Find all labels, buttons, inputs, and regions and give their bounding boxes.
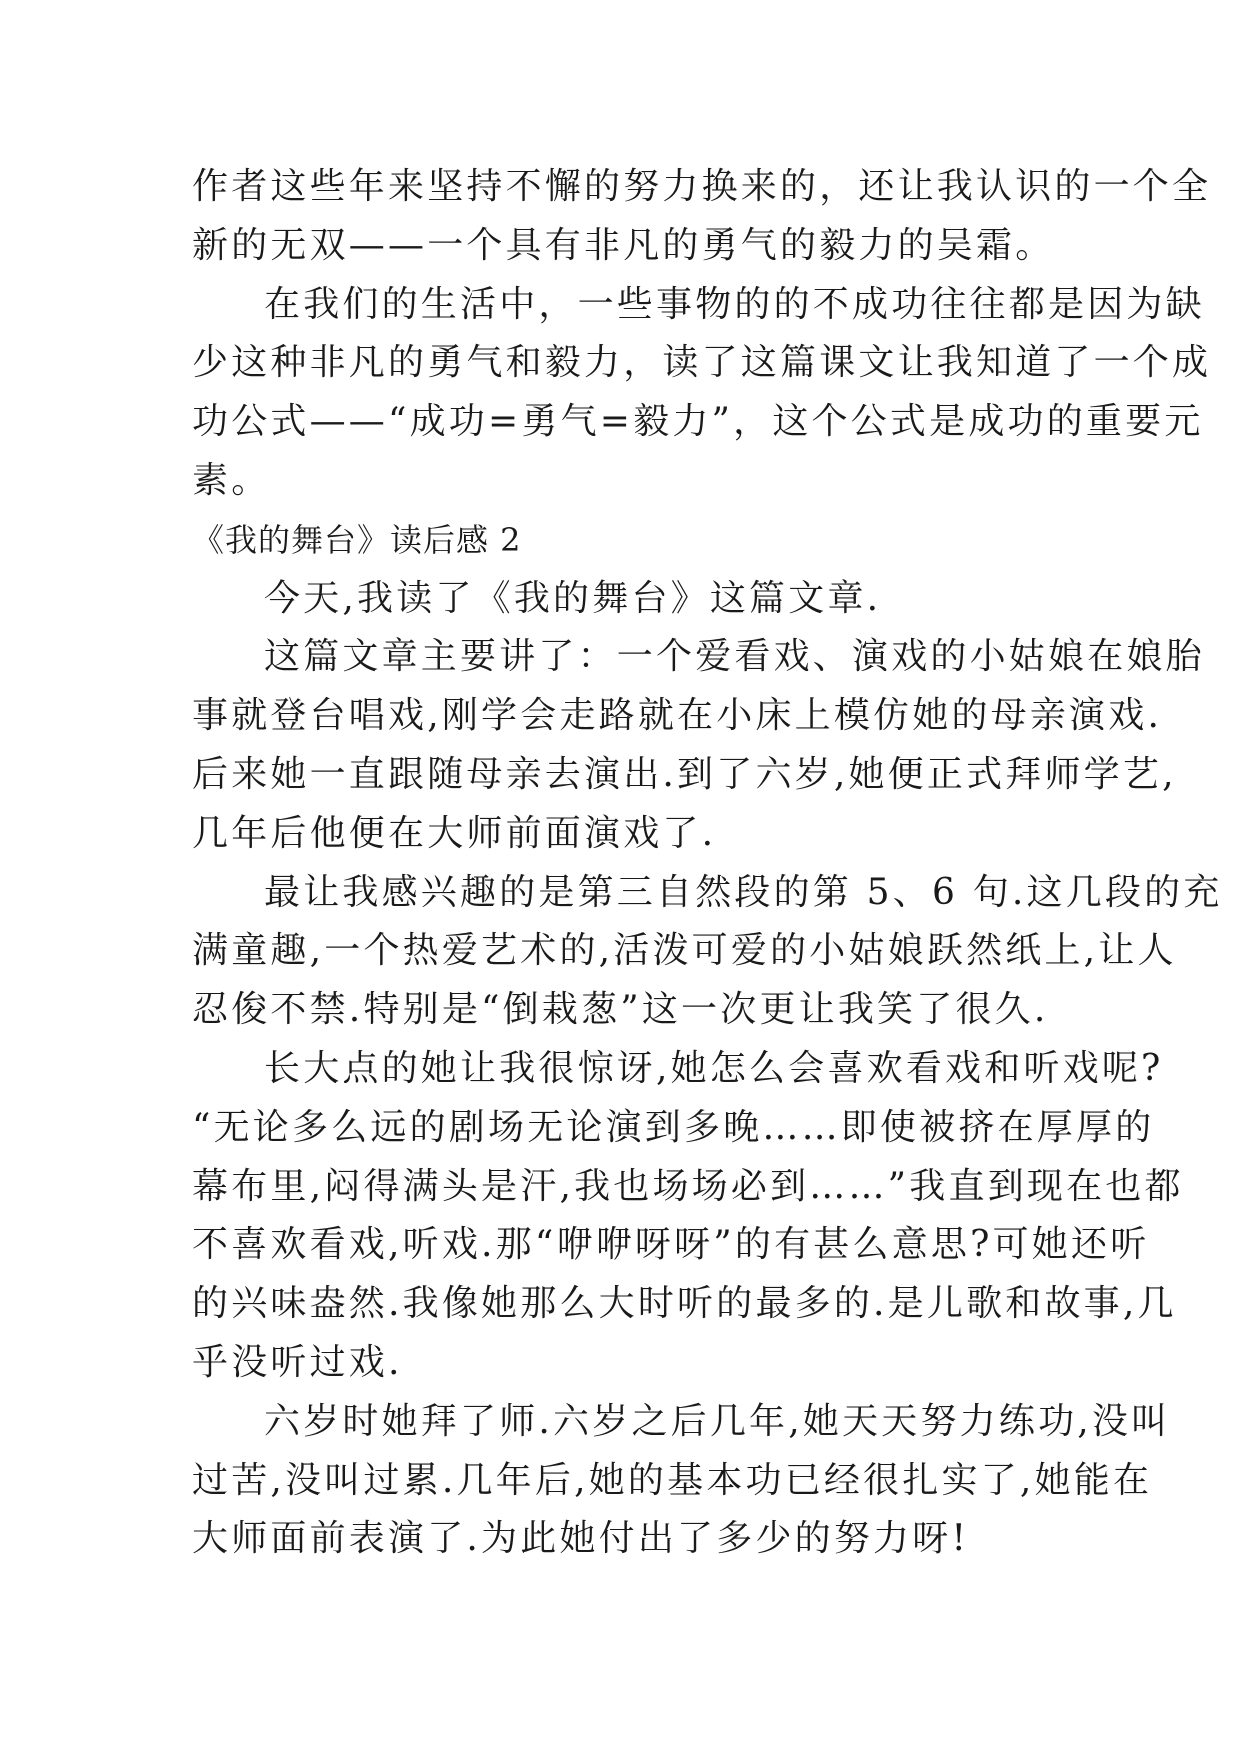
text-line: 在我们的生活中，一些事物的的不成功往往都是因为缺 [264, 283, 1205, 325]
paragraph-2 [192, 276, 1212, 511]
text-line: 作者这些年来坚持不懈的努力换来的，还让我认识的一个全 [192, 166, 1212, 207]
section-heading: 《我的舞台》读后感 2 [192, 520, 522, 559]
text-line: 少这种非凡的勇气和毅力，读了这篇课文让我知道了一个成 [192, 342, 1212, 384]
text-line: 后来她一直跟随母亲去演出.到了六岁,她便正式拜师学艺, [192, 753, 1177, 795]
text-line: 大师面前表演了.为此她付出了多少的努力呀! [192, 1518, 970, 1560]
document-body [192, 158, 1223, 1569]
text-line: “无论多么远的剧场无论演到多晚……即使被挤在厚厚的 [192, 1106, 1155, 1148]
text-line: 不喜欢看戏,听戏.那“咿咿呀呀”的有甚么意思?可她还听 [192, 1224, 1150, 1266]
text-line: 几年后他便在大师前面演戏了. [192, 812, 717, 854]
text-line: 功公式——“成功=勇气=毅力”，这个公式是成功的重要元 [192, 401, 1204, 443]
paragraph-6 [192, 1040, 1184, 1393]
text-line: 素。 [192, 459, 271, 501]
paragraph-3 [192, 570, 1052, 629]
text-line: 乎没听过戏. [192, 1341, 403, 1383]
text-line: 最让我感兴趣的是第三自然段的第 5、6 句.这几段的充 [264, 871, 1223, 913]
text-line: 事就登台唱戏,刚学会走路就在小床上模仿她的母亲演戏. [192, 695, 1163, 737]
text-line: 满童趣,一个热爱艺术的,活泼可爱的小姑娘跃然纸上,让人 [192, 930, 1177, 972]
paragraph-7 [192, 1393, 1171, 1569]
text-line: 六岁时她拜了师.六岁之后几年,她天天努力练功,没叫 [264, 1400, 1171, 1442]
text-line: 幕布里,闷得满头是汗,我也场场必到……”我直到现在也都 [192, 1165, 1184, 1207]
paragraph-1 [192, 158, 1212, 276]
text-line: 忍俊不禁.特别是“倒栽葱”这一次更让我笑了很久. [192, 989, 1049, 1031]
paragraph-5 [192, 864, 1223, 1040]
text-line: 长大点的她让我很惊讶,她怎么会喜欢看戏和听戏呢? [264, 1047, 1164, 1089]
paragraph-4 [192, 628, 1205, 863]
text-line: 今天,我读了《我的舞台》这篇文章. [264, 577, 882, 619]
text-line: 这篇文章主要讲了：一个爱看戏、演戏的小姑娘在娘胎 [264, 636, 1205, 678]
text-line: 过苦,没叫过累.几年后,她的基本功已经很扎实了,她能在 [192, 1459, 1153, 1501]
text-line: 新的无双——一个具有非凡的勇气的毅力的吴霜。 [192, 224, 1055, 266]
text-line: 的兴味盎然.我像她那么大时听的最多的.是儿歌和故事,几 [192, 1283, 1177, 1325]
